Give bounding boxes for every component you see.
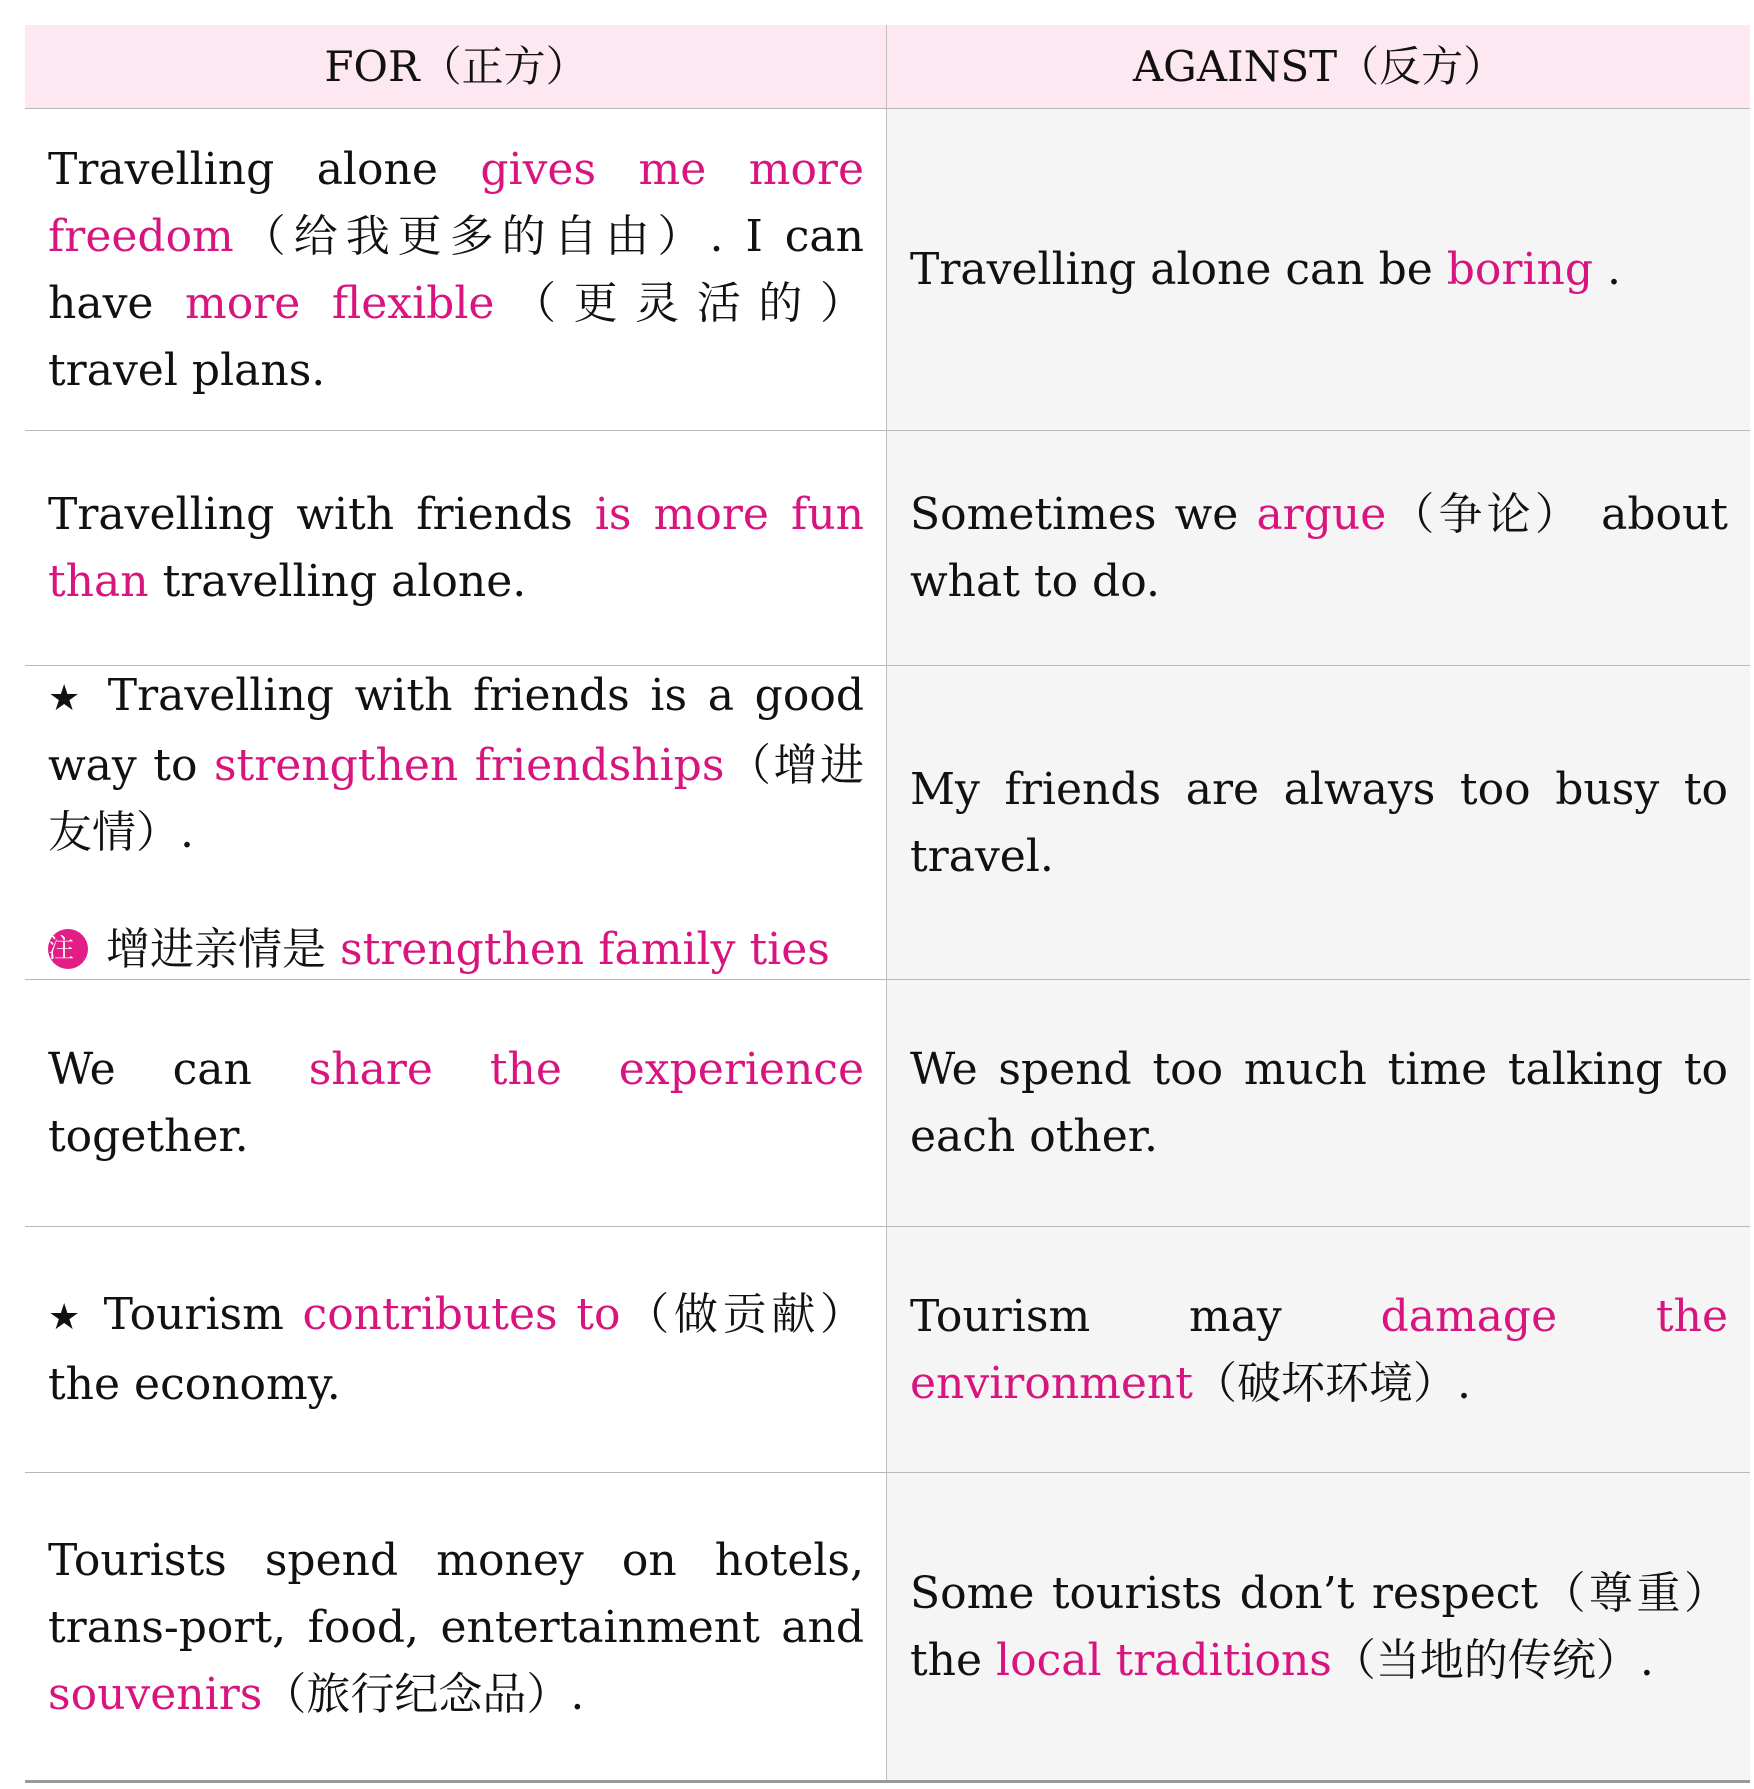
for-text-5: [48, 1281, 864, 1418]
text-run: （增进友情）.: [48, 740, 865, 858]
highlight-phrase: share the experience: [308, 1044, 864, 1095]
text-run: .: [1593, 244, 1622, 295]
highlight-phrase: is more fun than: [48, 489, 864, 607]
for-text-4: [48, 1036, 864, 1170]
against-text-6: [910, 1560, 1728, 1694]
for-text-3: [48, 662, 864, 983]
text-run: We can: [48, 1044, 309, 1095]
text-run: together.: [48, 1111, 249, 1162]
against-text-4: [910, 1036, 1728, 1170]
against-cell-5: [887, 1227, 1750, 1473]
text-run: Sometimes we: [910, 489, 1257, 540]
highlight-phrase: boring: [1446, 244, 1594, 295]
against-cell-3: [887, 666, 1750, 980]
star-icon: ★: [48, 1297, 85, 1338]
header-for: [25, 25, 887, 109]
for-cell-5: [25, 1227, 887, 1473]
highlight-phrase: damage the environment: [910, 1290, 1728, 1409]
against-cell-6: [887, 1473, 1750, 1782]
text-run: Tourism may: [910, 1290, 1381, 1342]
text-run: （当地的传统）.: [1331, 1635, 1654, 1686]
highlight-phrase: gives me more freedom: [48, 143, 865, 262]
against-cell-4: [887, 980, 1750, 1227]
text-run: Travelling with friends: [48, 489, 595, 540]
header-for-label: FOR（正方）: [324, 42, 588, 91]
note-text: 增进亲情是: [106, 924, 340, 975]
highlight-phrase: local traditions: [996, 1635, 1332, 1686]
against-text-1: [910, 236, 1728, 303]
text-run: Tourists spend money on hotels, trans-port, food, entertainment and: [48, 1534, 864, 1653]
for-text-6: [48, 1527, 864, 1728]
against-cell-1: [887, 109, 1750, 431]
text-run: （旅行纪念品）.: [262, 1668, 585, 1720]
text-run: （更灵活的） travel plans.: [48, 277, 865, 396]
for-cell-3: [25, 666, 887, 980]
header-against-label: AGAINST（反方）: [1132, 42, 1506, 91]
highlight-phrase: contributes to: [302, 1289, 621, 1340]
for-cell-4: [25, 980, 887, 1227]
against-text-3: [910, 756, 1728, 890]
highlight-phrase: strengthen family ties: [340, 924, 830, 975]
for-cell-1: [25, 109, 887, 431]
against-text-5: [910, 1283, 1728, 1417]
star-icon: ★: [48, 678, 88, 719]
for-cell-2: [25, 431, 887, 666]
highlight-phrase: argue: [1256, 489, 1387, 540]
text-run: （做贡献） the economy.: [48, 1289, 865, 1410]
text-run: We spend too much time talking to each other.: [910, 1044, 1728, 1162]
for-text-1: [48, 136, 864, 404]
text-run: travelling alone.: [148, 556, 527, 607]
text-run: Travelling alone: [48, 143, 481, 195]
text-run: Travelling alone can be: [910, 244, 1447, 295]
against-text-2: [910, 481, 1728, 615]
header-against: [887, 25, 1750, 109]
note-badge-icon: 注: [48, 929, 88, 969]
text-run: Some tourists don’t respect（尊重） the: [910, 1568, 1728, 1686]
text-run: Tourism: [84, 1289, 303, 1340]
text-run: （破坏环境）.: [1192, 1357, 1471, 1409]
text-run: （争论） about what to do.: [910, 489, 1728, 607]
highlight-phrase: souvenirs: [48, 1668, 263, 1720]
text-run: （给我更多的自由）. I can have: [48, 210, 864, 329]
for-text-2: [48, 481, 864, 615]
table-bottom-rule: [25, 1780, 1750, 1783]
text-run: My friends are always too busy to travel.: [910, 763, 1728, 882]
text-run: Travelling with friends is a good way to: [48, 670, 864, 791]
highlight-phrase: strengthen friendships: [213, 740, 725, 791]
against-cell-2: [887, 431, 1750, 666]
note-line: [48, 916, 864, 983]
highlight-phrase: more flexible: [185, 277, 495, 329]
debate-table: [25, 25, 1750, 1782]
for-cell-6: [25, 1473, 887, 1782]
